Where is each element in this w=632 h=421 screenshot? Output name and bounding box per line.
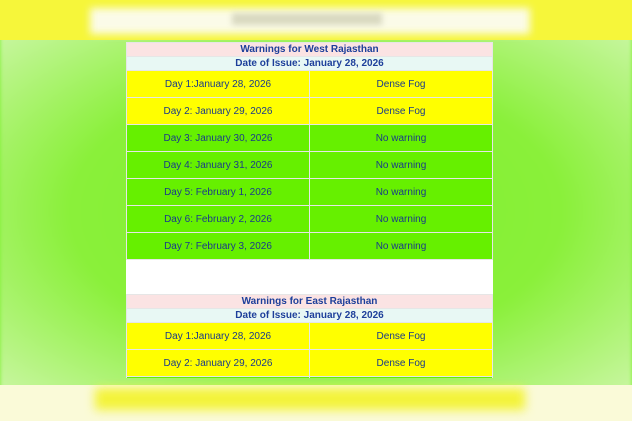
- table-row: [127, 152, 493, 179]
- day-cell: Day 3: January 30, 2026: [127, 125, 310, 152]
- day-cell: Day 1:January 28, 2026: [127, 323, 310, 350]
- warning-cell: No warning: [310, 179, 493, 206]
- warning-cell: No warning: [310, 152, 493, 179]
- east-rajasthan-table: [126, 294, 493, 378]
- west-rajasthan-table: [126, 42, 493, 260]
- section-title: Warnings for East Rajasthan: [127, 295, 493, 309]
- table-row: [127, 323, 493, 350]
- section-spacer: [126, 260, 493, 287]
- warning-cell: No warning: [310, 206, 493, 233]
- day-cell: Day 6: February 2, 2026: [127, 206, 310, 233]
- warning-cell: Dense Fog: [310, 323, 493, 350]
- table-row: [127, 206, 493, 233]
- background-top-text-blur: [232, 13, 382, 25]
- issue-date: Date of Issue: January 28, 2026: [127, 57, 493, 71]
- day-cell: Day 7: February 3, 2026: [127, 233, 310, 260]
- warning-cell: No warning: [310, 125, 493, 152]
- issue-date: Date of Issue: January 28, 2026: [127, 309, 493, 323]
- day-cell: Day 1:January 28, 2026: [127, 71, 310, 98]
- day-cell: Day 5: February 1, 2026: [127, 179, 310, 206]
- table-row: [127, 98, 493, 125]
- table-row: [127, 233, 493, 260]
- warnings-panel: [126, 42, 493, 378]
- warning-cell: Dense Fog: [310, 98, 493, 125]
- day-cell: Day 4: January 31, 2026: [127, 152, 310, 179]
- warning-cell: No warning: [310, 233, 493, 260]
- table-row: [127, 377, 493, 379]
- section-title: Warnings for West Rajasthan: [127, 43, 493, 57]
- table-row: [127, 179, 493, 206]
- background-bottom-bar: [95, 388, 525, 410]
- table-row: [127, 125, 493, 152]
- table-row: [127, 350, 493, 377]
- warning-cell: Dense Fog: [310, 71, 493, 98]
- day-cell: Day 2: January 29, 2026: [127, 98, 310, 125]
- day-cell: Day 2: January 29, 2026: [127, 350, 310, 377]
- warning-cell: Dense Fog: [310, 350, 493, 377]
- section-spacer: [126, 287, 493, 294]
- table-row: [127, 71, 493, 98]
